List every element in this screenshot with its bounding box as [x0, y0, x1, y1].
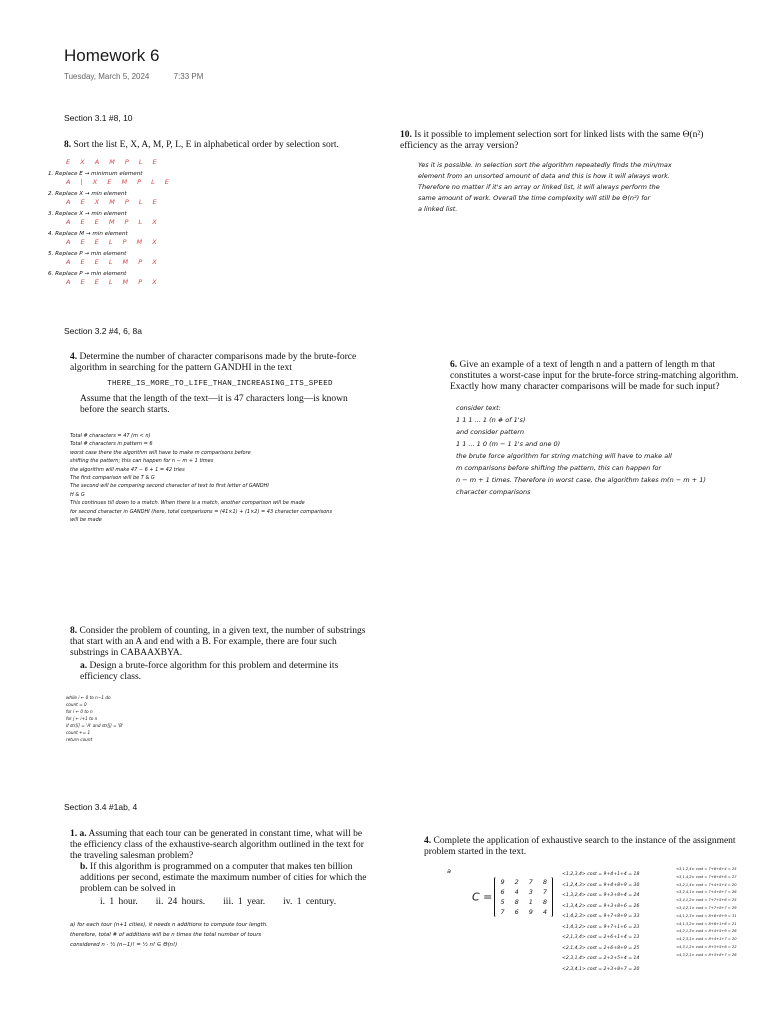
assignment-line: <1,3,4,2> cost = 9+3+8+6 = 26	[562, 903, 640, 909]
matrix-label: C =	[472, 890, 493, 904]
page-title: Homework 6	[64, 46, 160, 65]
sort-step	[48, 231, 308, 246]
matrix-cell: 1	[528, 898, 533, 906]
problem-3-2-8	[70, 626, 370, 683]
code-line: for i ← 0 to n	[66, 709, 93, 714]
answer-line: Therefore no matter if it's an array or linked list, it will always perform the	[418, 183, 660, 191]
problem-3-1-10	[400, 130, 730, 152]
code-line: while i ← 0 to n−1 do	[66, 695, 111, 700]
problem-number: 8.	[64, 140, 72, 150]
page-date: Tuesday, March 5, 2024	[64, 72, 150, 81]
part-text: If this algorithm is programmed on a computer that makes ten billion additions per second, estimate the maximum number of cities for which the problem can be solved in	[80, 862, 367, 894]
assignment-line: <2,3,4,1> cost = 2+3+8+7 = 20	[562, 966, 640, 972]
assignment-line: <4,2,3,1> cost = 8+4+1+7 = 20	[676, 937, 737, 942]
matrix-cell: 9	[528, 908, 533, 916]
initial-array: E X A M P L E	[66, 158, 161, 166]
answer-line: n − m + 1 times. Therefore in worst case, the algorithm takes m(n − m + 1)	[456, 476, 706, 484]
part-label: a.	[80, 661, 88, 671]
matrix-cell: 8	[514, 898, 519, 906]
answer-line: Total # characters in pattern = 6	[70, 441, 153, 448]
matrix-row	[495, 907, 552, 917]
step-array: A E E M P L X	[66, 218, 161, 226]
matrix-cell: 3	[528, 888, 533, 896]
matrix-cell: 9	[500, 878, 505, 886]
code-line: if str[i] = 'A' and str[j] = 'B'	[66, 723, 124, 728]
answer-line: consider text:	[456, 404, 501, 412]
answer-line: The first comparison will be T & G	[70, 475, 155, 482]
matrix-cell: 7	[528, 878, 533, 886]
assignment-line: <3,2,4,1> cost = 7+4+8+7 = 26	[676, 890, 737, 895]
matrix-cell: 8	[542, 878, 548, 886]
page-time: 7:33 PM	[173, 72, 204, 81]
code-line: return count	[66, 737, 93, 742]
matrix-cell: 7	[542, 888, 548, 896]
section-3-1-header: Section 3.1 #8, 10	[64, 113, 133, 123]
step-label: 1. Replace E → minimum element	[48, 171, 143, 177]
section-3-4-header: Section 3.4 #1ab, 4	[64, 802, 138, 812]
answer-line: worst case there the algorithm will have to make m comparisons before	[70, 449, 251, 456]
matrix-row	[495, 897, 552, 907]
problem-3-4-1-answer	[70, 920, 390, 950]
answer-line: 1 1 1 ... 1 (n # of 1's)	[456, 416, 526, 424]
matrix-cell: 4	[514, 888, 519, 896]
sort-steps	[48, 171, 308, 286]
step-array: A E X M P L E	[66, 198, 161, 206]
part-text: Design a brute-force algorithm for this problem and determine its efficiency class.	[80, 661, 339, 682]
matrix-cell: 7	[500, 908, 505, 916]
matrix-row	[495, 887, 552, 897]
problem-3-2-4	[70, 352, 370, 416]
assignment-line: <2,3,1,4> cost = 2+3+5+4 = 14	[562, 956, 640, 961]
answer-line: element from an unsorted amount of data and this is how it will always work.	[418, 172, 670, 180]
problem-number: 8.	[70, 626, 78, 636]
code-line: count = 0	[66, 702, 87, 707]
section-3-2-header: Section 3.2 #4, 6, 8a	[64, 326, 142, 336]
code-line: for j ← i+1 to n	[66, 716, 98, 721]
step-label: 3. Replace X → min element	[48, 211, 127, 217]
problem-text-2: Assume that the length of the text—it is 47 characters long—is known before the search starts.	[80, 394, 348, 415]
problem-text: Sort the list E, X, A, M, P, L, E in alphabetical order by selection sort.	[73, 140, 339, 150]
step-label: 6. Replace P → min element	[48, 271, 127, 277]
assignment-line: <4,1,3,2> cost = 8+6+1+6 = 21	[676, 921, 737, 926]
assignment-line: <4,3,2,1> cost = 8+3+8+7 = 26	[676, 952, 737, 957]
assignment-line: <1,3,2,4> cost = 9+3+8+4 = 24	[562, 893, 640, 898]
problem-3-1-8	[64, 140, 364, 151]
problem-text: Determine the number of character comparisons made by the brute-force algorithm in searching for the pattern GANDHI in the text	[70, 352, 357, 373]
part-a-label: a	[447, 867, 451, 875]
answer-line: This continues till down to a match. When there is a match, another comparison will be made	[70, 500, 305, 507]
cost-matrix	[472, 877, 553, 917]
assignment-line: <1,4,2,3> cost = 9+7+8+9 = 33	[562, 914, 640, 919]
step-label: 5. Replace P → min element	[48, 251, 127, 257]
matrix-cell: 2	[514, 878, 519, 886]
sort-step	[48, 271, 308, 286]
sort-step	[48, 211, 308, 226]
assignment-line: <3,4,2,1> cost = 7+7+8+7 = 29	[676, 905, 737, 910]
problem-part-b	[70, 862, 370, 895]
matrix-bracket	[494, 877, 553, 917]
code-line: count += 1	[66, 730, 91, 735]
assignment-line: <1,2,3,4> cost = 9+4+1+4 = 18	[562, 872, 640, 877]
matrix-cell: 5	[500, 898, 505, 906]
problem-number: 10.	[400, 130, 412, 140]
problem-3-2-6-answer	[456, 402, 756, 498]
step-array: A E E L P M X	[66, 238, 161, 246]
part-label: b.	[80, 862, 88, 872]
problem-3-2-6	[450, 360, 750, 393]
time-option: ii. 24 hours.	[155, 897, 206, 907]
assignment-line: <3,1,4,2> cost = 7+6+8+6 = 27	[676, 874, 737, 879]
selection-sort-work	[48, 158, 308, 286]
answer-line: H & G	[70, 491, 85, 498]
problem-number: 1.	[70, 829, 78, 839]
assignment-line: <2,1,3,4> cost = 2+6+1+4 = 13	[562, 935, 640, 940]
assignment-list-right	[676, 866, 766, 960]
problem-part-a	[70, 829, 370, 862]
sort-step	[48, 171, 308, 186]
sort-step	[48, 251, 308, 266]
answer-line: the brute force algorithm for string matching will have to make all	[456, 452, 672, 460]
assignment-line: <1,4,3,2> cost = 9+7+1+6 = 23	[562, 924, 640, 930]
assignment-line: <3,2,1,4> cost = 7+4+5+4 = 20	[676, 882, 737, 887]
matrix-cell: 6	[514, 908, 519, 916]
assignment-line: <1,2,4,3> cost = 9+4+8+9 = 30	[562, 882, 640, 888]
part-label: a.	[79, 829, 87, 839]
answer-line: same amount of work. Overall the time complexity will still be Θ(n²) for	[418, 194, 651, 202]
assignment-line: <3,4,1,2> cost = 7+7+5+6 = 25	[676, 898, 737, 903]
assignment-line: <4,3,1,2> cost = 8+3+5+6 = 22	[676, 944, 737, 949]
matrix-cell: 4	[542, 908, 548, 916]
answer-line: and consider pattern	[456, 428, 525, 436]
problem-text: Complete the application of exhaustive search to the instance of the assignment problem started in the text.	[424, 836, 736, 857]
page-meta	[64, 72, 225, 81]
time-option: iv. 1 century.	[283, 897, 337, 907]
matrix-row	[495, 877, 552, 887]
step-array: A E E L M P X	[66, 278, 161, 286]
part-text: Assuming that each tour can be generated in constant time, what will be the efficiency class of the exhaustive-search algorithm outlined in the text for the traveling salesman problem?	[70, 829, 364, 861]
answer-line: Total # characters = 47 (m < n)	[70, 433, 151, 439]
answer-line: considered n · ½ (n−1)! = ½ n! ∈ Θ(n!)	[70, 942, 178, 948]
problem-text: Is it possible to implement selection sort for linked lists with the same Θ(n²) efficiency as the array version?	[400, 130, 704, 151]
step-array: A E E L M P X	[66, 258, 161, 266]
answer-line: character comparisons	[456, 488, 531, 496]
answer-line: for second character in GANDHI (here, total comparisons = (41×1) + (1×2) = 43 character comparisons	[70, 508, 333, 515]
matrix-cell: 8	[542, 898, 548, 906]
answer-line: 1 1 ... 1 0 (m − 1 1's and one 0)	[456, 440, 561, 448]
time-option: iii. 1 year.	[223, 897, 266, 907]
problem-text: Consider the problem of counting, in a given text, the number of substrings that start with an A and end with a B. For example, there are four such substrings in CABAAXBYA.	[70, 626, 366, 658]
problem-3-2-4-answer	[70, 432, 390, 524]
step-label: 2. Replace X → min element	[48, 191, 127, 197]
answer-line: therefore, total # of additions will be n times the total number of tours	[70, 932, 262, 938]
problem-text: Give an example of a text of length n and a pattern of length m that constitutes a worst-case input for the brute-force string-matching algorithm. Exactly how many character comparisons will be made for such input?	[450, 360, 739, 392]
time-options	[70, 897, 370, 908]
answer-line: m comparisons before shifting the pattern, this can happen for	[456, 464, 662, 472]
step-label: 4. Replace M → min element	[48, 231, 128, 237]
problem-number: 4.	[70, 352, 78, 362]
answer-line: the algorithm will make 47 − 6 + 1 = 42 tries	[70, 466, 185, 473]
assignment-list-left	[562, 870, 682, 975]
problem-3-1-10-answer	[418, 160, 738, 215]
answer-line: a linked list.	[418, 205, 458, 213]
problem-3-4-1	[70, 829, 370, 908]
assignment-line: <3,1,2,4> cost = 7+6+8+4 = 25	[676, 867, 737, 871]
problem-3-4-4	[424, 836, 754, 858]
problem-number: 4.	[424, 836, 432, 846]
matrix-table	[495, 877, 552, 917]
problem-part-a	[70, 661, 370, 683]
step-array: A | X E M P L E	[66, 178, 173, 186]
time-option: i. 1 hour.	[100, 897, 138, 907]
problem-3-2-8-code	[66, 694, 186, 743]
matrix-cell: 6	[500, 888, 505, 896]
answer-line: a) for each tour (n+1 cities), it needs n additions to compute tour length.	[70, 922, 268, 928]
assignment-line: <4,2,1,3> cost = 8+4+5+9 = 26	[676, 929, 737, 934]
answer-line: Yes it is possible. In selection sort the algorithm repeatedly finds the min/max	[418, 161, 672, 169]
answer-line: The second will be comparing second character of text to first letter of GANDHI	[70, 483, 269, 490]
sort-step	[48, 191, 308, 206]
assignment-line: <4,1,2,3> cost = 8+6+8+9 = 31	[676, 913, 737, 918]
assignment-line: <2,1,4,3> cost = 2+6+8+9 = 25	[562, 945, 640, 951]
problem-number: 6.	[450, 360, 458, 370]
text-string: THERE_IS_MORE_TO_LIFE_THAN_INCREASING_ITS_SPEED	[107, 380, 333, 388]
answer-line: will be made	[70, 517, 102, 524]
answer-line: shifting the pattern; this can happen for n − m + 1 times	[70, 458, 214, 465]
